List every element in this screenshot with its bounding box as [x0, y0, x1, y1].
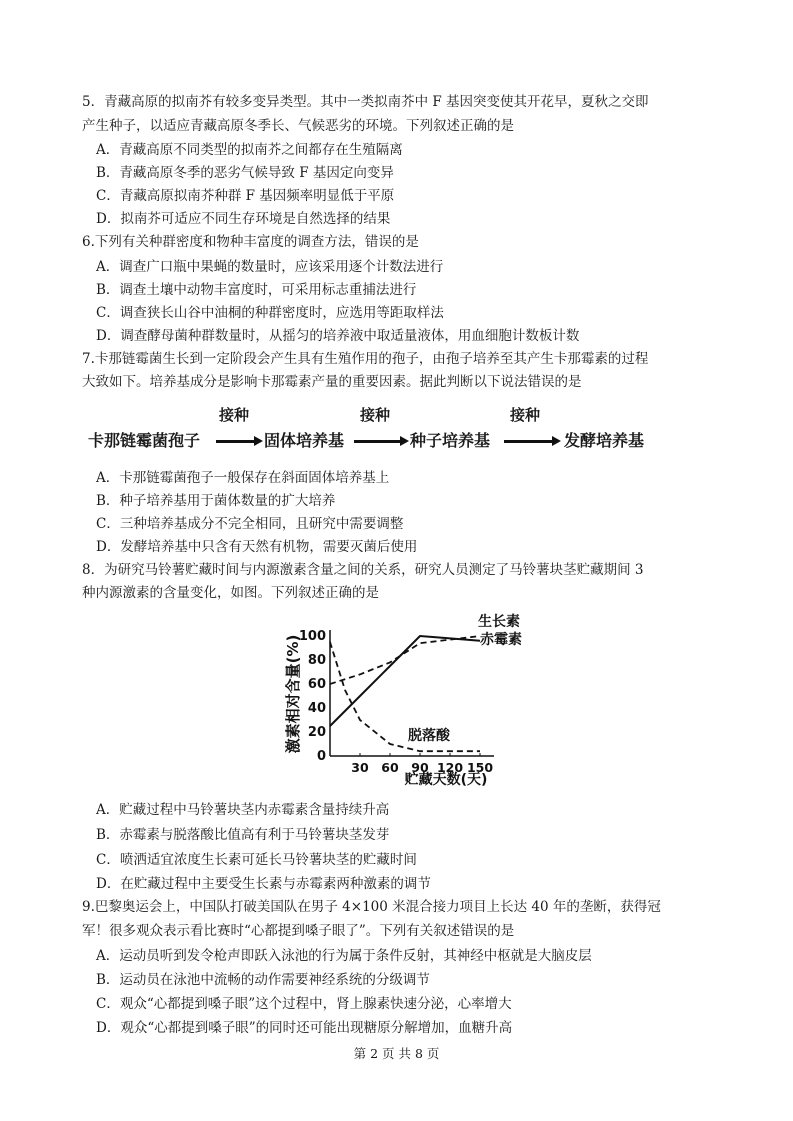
- series-line-2: [330, 636, 480, 684]
- q5-option-d: D．拟南芥可适应不同生存环境是自然选择的结果: [96, 211, 391, 227]
- y-tick-label: 0: [316, 749, 326, 764]
- flow-node-spore: 卡那链霉菌孢子: [88, 431, 201, 450]
- y-tick-label: 80: [307, 653, 326, 668]
- page-number: 第 2 页 共 8 页: [353, 1046, 440, 1061]
- series-label-auxin: 生长素: [478, 614, 520, 630]
- x-axis-label: 贮藏天数(天): [404, 772, 488, 788]
- series-line-1: [330, 636, 480, 726]
- q8-option-b: B．赤霉素与脱落酸比值高有利于马铃薯块茎发芽: [96, 827, 390, 843]
- culture-flow-diagram: [88, 404, 688, 456]
- q6-option-b: B．调查土壤中动物丰富度时，可采用标志重捕法进行: [96, 282, 417, 298]
- q7-option-a: A．卡那链霉菌孢子一般保存在斜面固体培养基上: [96, 470, 390, 486]
- q8-option-c: C．喷洒适宜浓度生长素可延长马铃薯块茎的贮藏时间: [96, 852, 417, 868]
- x-tick-label: 120: [436, 760, 464, 775]
- flow-node-seed-medium: 种子培养基: [410, 431, 491, 450]
- flow-node-solid-medium: 固体培养基: [264, 431, 345, 450]
- q9-option-b: B．运动员在泳池中流畅的动作需要神经系统的分级调节: [96, 972, 430, 988]
- q7-stem-line2: 大致如下。培养基成分是影响卡那霉素产量的重要因素。据此判断以下说法错误的是: [82, 374, 582, 390]
- q5-option-a: A．青藏高原不同类型的拟南芥之间都存在生殖隔离: [96, 142, 403, 158]
- q6-option-c: C．调查狭长山谷中油桐的种群密度时，应选用等距取样法: [96, 305, 444, 321]
- flow-label-inoculate-1: 接种: [219, 406, 250, 424]
- q7-option-b: B．种子培养基用于菌体数量的扩大培养: [96, 493, 336, 509]
- q9-option-a: A．运动员听到发令枪声即跃入泳池的行为属于条件反射，其神经中枢就是大脑皮层: [96, 948, 592, 964]
- q5-option-c: C．青藏高原拟南芥种群 F 基因频率明显低于平原: [96, 188, 395, 204]
- flow-arrow-2: [354, 440, 402, 443]
- q6-option-d: D．调查酵母菌种群数量时，从摇匀的培养液中取适量液体，用血细胞计数板计数: [96, 328, 580, 344]
- q7-stem-line1: 7.卡那链霉菌生长到一定阶段会产生具有生殖作用的孢子，由孢子培养至其产生卡那霉素的过程: [82, 351, 649, 367]
- y-tick-label: 40: [307, 701, 326, 716]
- q7-option-d: D．发酵培养基中只含有天然有机物，需要灭菌后使用: [96, 539, 418, 555]
- q6-stem: 6.下列有关种群密度和物种丰富度的调查方法，错误的是: [82, 234, 419, 250]
- series-line-3: [330, 642, 480, 751]
- q8-option-a: A．贮藏过程中马铃薯块茎内赤霉素含量持续升高: [96, 802, 390, 818]
- x-tick-label: 150: [466, 760, 494, 775]
- q9-option-c: C．观众“心都提到嗓子眼”这个过程中，肾上腺素快速分泌，心率增大: [96, 996, 512, 1012]
- x-tick-label: 90: [411, 760, 429, 775]
- q9-option-d: D．观众“心都提到嗓子眼”的同时还可能出现糖原分解增加，血糖升高: [96, 1020, 513, 1036]
- q5-stem-line2: 产生种子，以适应青藏高原冬季长、气候恶劣的环境。下列叙述正确的是: [82, 118, 514, 134]
- series-label-abscisic-acid: 脱落酸: [408, 728, 450, 744]
- hormone-chart-svg: [280, 606, 540, 788]
- y-tick-label: 60: [307, 677, 326, 692]
- q9-stem-line2: 军！很多观众表示看比赛时“心都提到嗓子眼了”。下列有关叙述错误的是: [82, 923, 515, 939]
- flow-label-inoculate-3: 接种: [510, 406, 541, 424]
- flow-arrow-1: [216, 440, 256, 443]
- flow-node-fermentation-medium: 发酵培养基: [564, 431, 645, 450]
- y-tick-label: 100: [298, 629, 326, 644]
- q8-stem-line2: 种内源激素的含量变化，如图。下列叙述正确的是: [82, 585, 379, 601]
- hormone-line-chart: [280, 606, 540, 788]
- q8-option-d: D．在贮藏过程中主要受生长素与赤霉素两种激素的调节: [96, 876, 431, 892]
- x-tick-label: 60: [381, 760, 399, 775]
- flow-label-inoculate-2: 接种: [360, 406, 391, 424]
- q9-stem-line1: 9.巴黎奥运会上，中国队打破美国队在男子 4×100 米混合接力项目上长达 40 年的垄断，获得冠: [82, 899, 661, 915]
- flow-arrow-3: [504, 440, 554, 443]
- q7-option-c: C．三种培养基成分不完全相同，且研究中需要调整: [96, 516, 404, 532]
- x-tick-label: 30: [351, 760, 369, 775]
- q5-stem-line1: 5．青藏高原的拟南芥有较多变异类型。其中一类拟南芥中 F 基因突变使其开花早，夏秋之交即: [82, 94, 649, 110]
- q6-option-a: A．调查广口瓶中果蝇的数量时，应该采用逐个计数法进行: [96, 259, 444, 275]
- series-label-gibberellin: 赤霉素: [480, 632, 522, 648]
- q5-option-b: B．青藏高原冬季的恶劣气候导致 F 基因定向变异: [96, 165, 394, 181]
- q8-stem-line1: 8．为研究马铃薯贮藏时间与内源激素含量之间的关系，研究人员测定了马铃薯块茎贮藏期间 3: [82, 562, 644, 578]
- y-tick-label: 20: [307, 725, 326, 740]
- y-axis-label: 激素相对含量(%): [284, 634, 302, 754]
